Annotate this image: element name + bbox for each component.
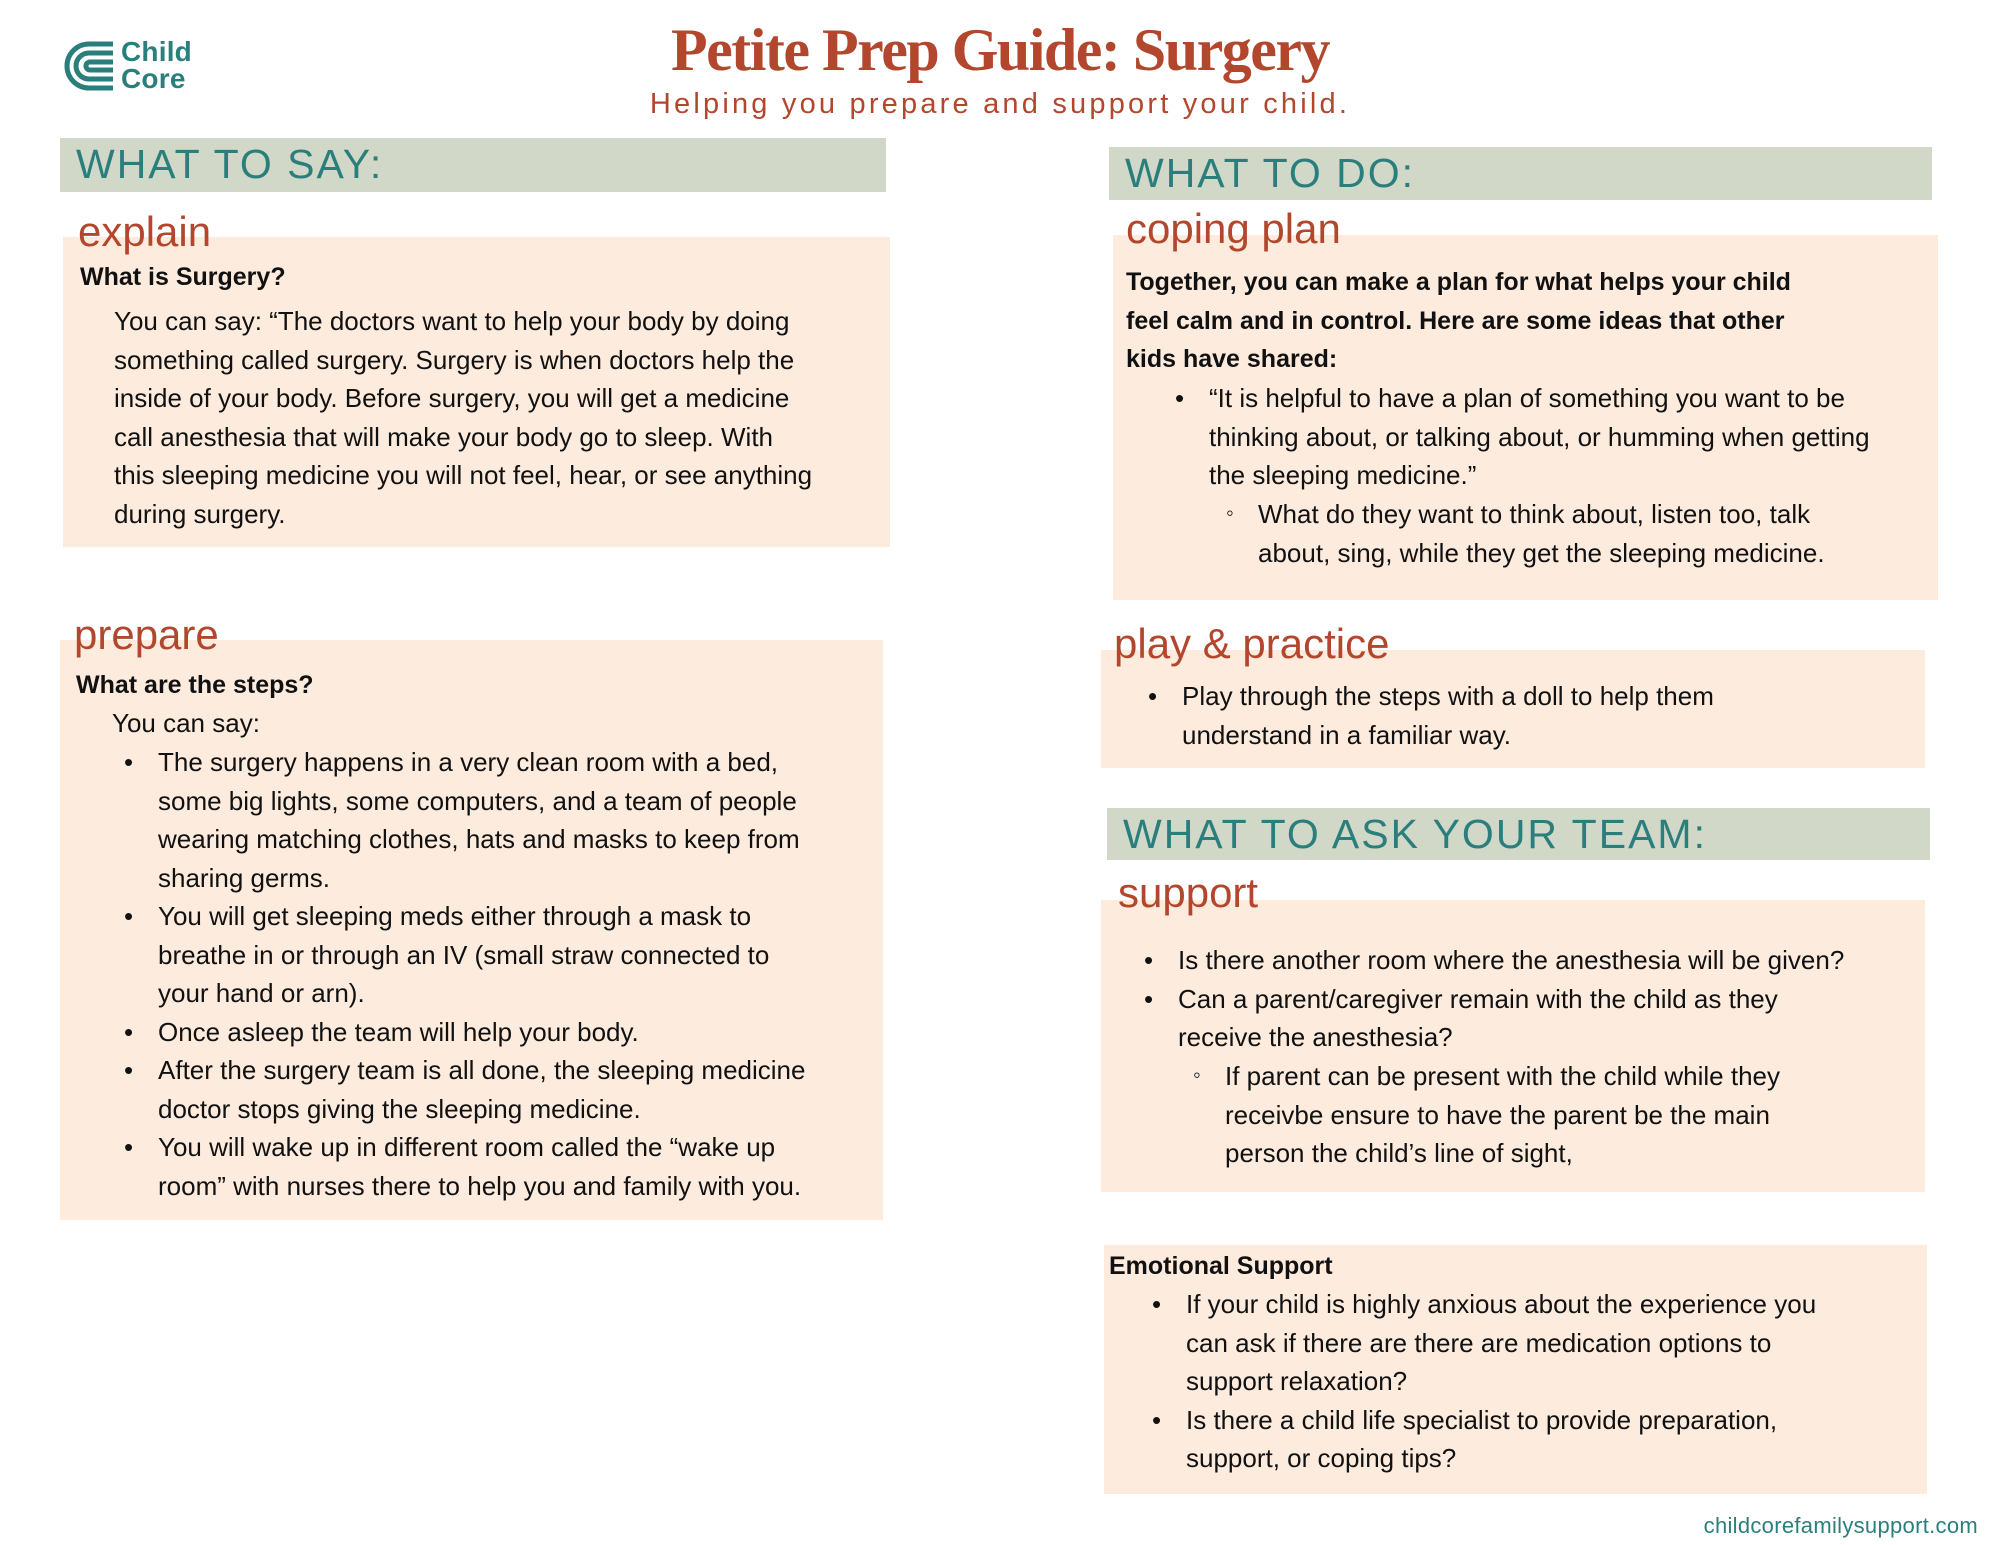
list-item-line: • Is there another room where the anesthesia will be given? [1178,945,1845,975]
list-item [158,897,878,1013]
list-item-line: the sleeping medicine.” [1209,460,1477,490]
list-item-line: • “It is helpful to have a plan of something you want to be [1209,383,1845,413]
list-item-line: ◦ If parent can be present with the child while they [1225,1061,1780,1091]
list-item [1182,677,1922,754]
list-item-line: receivbe ensure to have the parent be the main [1225,1099,1770,1130]
list-item-line: • You will get sleeping meds either through a mask to [158,901,752,931]
list-item-line: about, sing, while they get the sleeping medicine. [1258,537,1825,568]
list-item [1178,941,1928,980]
list-item-line: thinking about, or talking about, or humming when getting [1209,421,1870,452]
list-item-line: support relaxation? [1186,1366,1408,1396]
coping-intro-line: feel calm and in control. Here are some ideas that other [1126,306,1785,335]
list-item-line: your hand or arn). [158,978,365,1008]
list-item-line: understand in a familiar way. [1182,719,1512,750]
list-item-line: room” with nurses there to help you and family with you. [158,1170,802,1201]
list-item-line: receive the anesthesia? [1178,1022,1453,1052]
list-item-line: doctor stops giving the sleeping medicine. [158,1093,641,1124]
list-item-line: support, or coping tips? [1186,1443,1457,1473]
list-item-line: wearing matching clothes, hats and masks to keep from [158,824,800,854]
list-item [1178,980,1928,1057]
list-item-line: • The surgery happens in a very clean room with a bed, [158,747,779,777]
list-item-line: breathe in or through an IV (small straw connected to [158,939,770,970]
support-sublist [1225,1057,1925,1173]
sub-list-item [1225,1057,1925,1173]
list-item [158,1128,878,1205]
website-link[interactable]: childcorefamilysupport.com [1703,1513,1978,1538]
list-item-line: • Play through the steps with a doll to help them [1182,681,1714,711]
list-item-line: person the child’s line of sight, [1225,1138,1573,1168]
emotional-support-heading: Emotional Support [1109,1252,1333,1280]
list-item-line: • Can a parent/caregiver remain with the child as they [1178,983,1778,1014]
explain-line: during surgery. [114,498,286,529]
list-item-line: • Is there a child life specialist to provide preparation, [1186,1404,1778,1435]
section-bar-what-to-do [1109,147,1932,200]
list-item [158,1013,878,1052]
list-item-line: can ask if there are there are medication options to [1186,1327,1772,1358]
prepare-question: What are the steps? [76,671,314,699]
coping-intro-line: kids have shared: [1126,345,1338,373]
support-list [1178,941,1928,1057]
list-item [1209,379,1939,495]
list-item-line: • After the surgery team is all done, the sleeping medicine [158,1055,806,1085]
coping-plan-list [1209,379,1939,495]
list-item [1186,1401,1926,1478]
list-item [158,1051,878,1128]
explain-line: inside of your body. Before surgery, you will get a medicine [114,383,790,413]
logo-line-core: Core [121,63,186,94]
explain-line: this sleeping medicine you will not feel, hear, or see anything [114,460,813,490]
prepare-steps-list [158,743,878,1205]
coping-plan-heading: coping plan [1126,205,1341,252]
explain-line: You can say: “The doctors want to help your body by doing [114,306,790,336]
section-bar-what-to-say [60,138,886,192]
logo-line-child: Child [121,36,192,67]
section-title-what-to-say: WHAT TO SAY: [76,141,384,187]
list-item-line: • You will wake up in different room called the “wake up [158,1132,776,1162]
list-item-line: • If your child is highly anxious about the experience you [1186,1289,1817,1319]
coping-plan-sublist [1258,495,1938,572]
support-heading: support [1118,869,1259,916]
page-title: Petite Prep Guide: Surgery [670,17,1330,83]
section-title-what-to-do: WHAT TO DO: [1125,150,1416,196]
explain-question: What is Surgery? [80,263,286,291]
list-item-line: some big lights, some computers, and a team of people [158,785,797,816]
sub-list-item [1258,495,1938,572]
list-item-line: • Once asleep the team will help your body. [158,1016,639,1047]
coping-intro-line: Together, you can make a plan for what helps your child [1126,268,1791,296]
section-bar-what-to-ask [1107,808,1930,860]
explain-line: something called surgery. Surgery is when doctors help the [114,344,795,375]
list-item-line: ◦ What do they want to think about, listen too, talk [1258,499,1811,529]
list-item [158,743,878,897]
page-subtitle: Helping you prepare and support your child. [649,88,1351,120]
section-title-what-to-ask: WHAT TO ASK YOUR TEAM: [1123,811,1707,857]
prepare-heading: prepare [74,611,219,658]
explain-line: call anesthesia that will make your body go to sleep. With [114,421,774,452]
explain-body [114,302,884,533]
list-item [1186,1285,1926,1401]
coping-plan-intro [1126,263,1926,379]
play-practice-list [1182,677,1922,754]
play-practice-heading: play & practice [1114,620,1390,667]
list-item-line: sharing germs. [158,862,330,893]
emotional-support-list [1186,1285,1926,1478]
explain-heading: explain [78,208,212,255]
prepare-intro: You can say: [112,708,260,738]
